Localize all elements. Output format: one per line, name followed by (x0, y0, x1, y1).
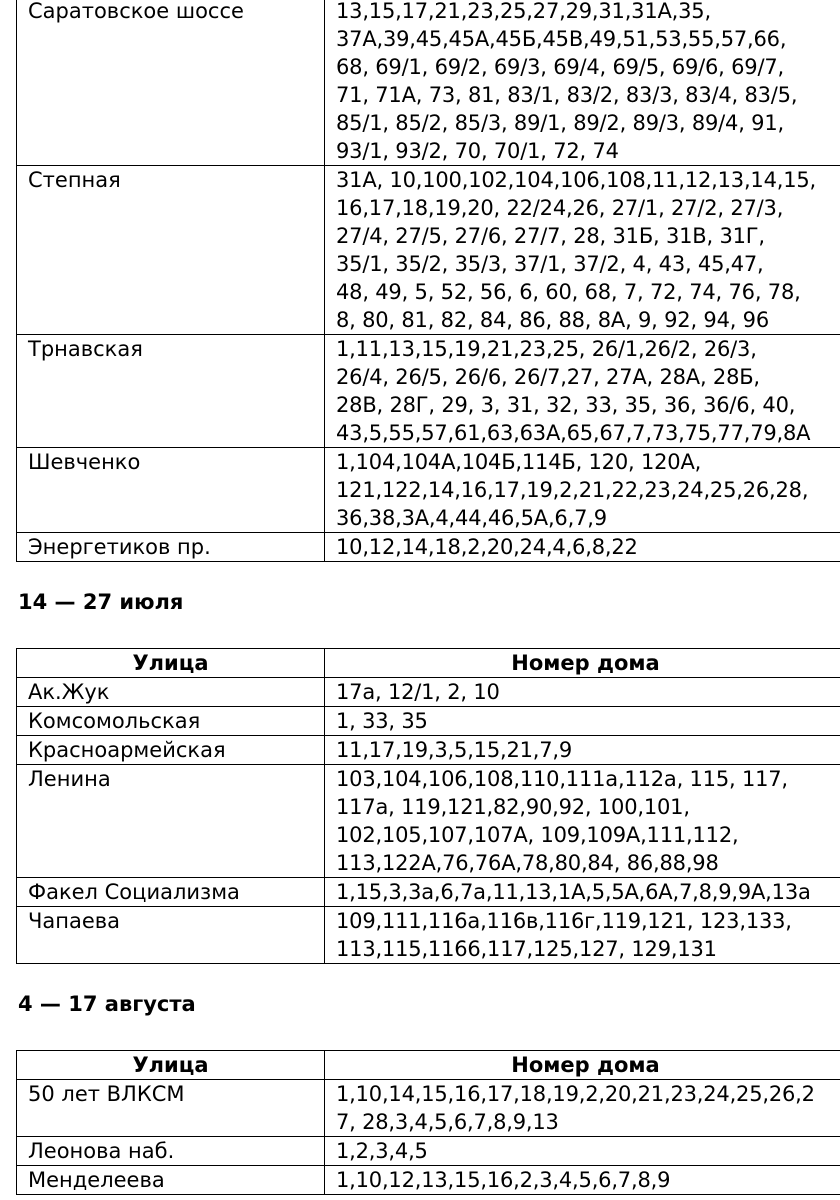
house-numbers-cell (325, 707, 840, 736)
table-row (17, 907, 840, 964)
house-numbers-line: 26/4, 26/5, 26/6, 26/7,27, 27А, 28А, 28Б, (336, 365, 760, 389)
street-name-cell: Комсомольская (17, 707, 325, 736)
house-numbers-cell (325, 678, 840, 707)
street-name-cell: Степная (17, 166, 325, 335)
house-numbers-line: 117а, 119,121,82,90,92, 100,101, (336, 795, 690, 819)
house-numbers-line: 102,105,107,107А, 109,109А,111,112, (336, 823, 739, 847)
house-numbers-line: 13,15,17,21,23,25,27,29,31,31А,35, (336, 0, 711, 23)
table-row (17, 335, 840, 448)
street-name-cell: Факел Социализма (17, 878, 325, 907)
house-numbers-cell (325, 765, 840, 878)
house-numbers-line: 7, 28,3,4,5,6,7,8,9,13 (336, 1110, 559, 1134)
house-numbers-line: 85/1, 85/2, 85/3, 89/1, 89/2, 89/3, 89/4, 91, (336, 111, 784, 135)
column-header-house-number: Номер дома (325, 1051, 840, 1080)
document-page (16, 0, 840, 1195)
house-numbers-line: 1,15,3,3а,6,7а,11,13,1А,5,5А,6А,7,8,9,9А,13а (336, 880, 811, 904)
column-header-street: Улица (17, 1051, 325, 1080)
table-row (17, 166, 840, 335)
table-row (17, 736, 840, 765)
house-numbers-cell (325, 878, 840, 907)
house-numbers-line: 113,122А,76,76А,78,80,84, 86,88,98 (336, 851, 719, 875)
street-name-cell: Менделеева (17, 1166, 325, 1195)
house-numbers-cell (325, 533, 840, 562)
house-numbers-line: 37А,39,45,45А,45Б,45В,49,51,53,55,57,66, (336, 27, 787, 51)
schedule-table-continued (16, 0, 840, 562)
table-body (17, 0, 840, 562)
house-numbers-cell (325, 1166, 840, 1195)
street-name-cell: Ак.Жук (17, 678, 325, 707)
house-numbers-cell (325, 448, 840, 533)
table-row (17, 448, 840, 533)
house-numbers-cell (325, 907, 840, 964)
house-numbers-line: 1,11,13,15,19,21,23,25, 26/1,26/2, 26/3, (336, 337, 757, 361)
street-name-cell: Леонова наб. (17, 1137, 325, 1166)
table-row (17, 765, 840, 878)
street-name-cell: Красноармейская (17, 736, 325, 765)
section-heading-august: 4 — 17 августа (18, 992, 196, 1016)
house-numbers-line: 27/4, 27/5, 27/6, 27/7, 28, 31Б, 31В, 31Г, (336, 224, 765, 248)
house-numbers-cell (325, 1080, 840, 1137)
house-numbers-line: 31А, 10,100,102,104,106,108,11,12,13,14,15, (336, 168, 817, 192)
house-numbers-line: 68, 69/1, 69/2, 69/3, 69/4, 69/5, 69/6, 69/7, (336, 55, 784, 79)
table-row (17, 878, 840, 907)
street-name-cell: Саратовское шоссе (17, 0, 325, 166)
house-numbers-line: 71, 71А, 73, 81, 83/1, 83/2, 83/3, 83/4, 83/5, (336, 83, 798, 107)
column-header-house-number: Номер дома (325, 649, 840, 678)
street-name-cell: Шевченко (17, 448, 325, 533)
house-numbers-cell (325, 736, 840, 765)
house-numbers-line: 1,2,3,4,5 (336, 1139, 428, 1163)
street-name-cell: Чапаева (17, 907, 325, 964)
house-numbers-line: 1,10,12,13,15,16,2,3,4,5,6,7,8,9 (336, 1168, 671, 1192)
house-numbers-line: 10,12,14,18,2,20,24,4,6,8,22 (336, 535, 638, 559)
house-numbers-line: 36,38,3А,4,44,46,5А,6,7,9 (336, 506, 607, 530)
house-numbers-line: 8, 80, 81, 82, 84, 86, 88, 8А, 9, 92, 94, 96 (336, 308, 769, 332)
house-numbers-line: 48, 49, 5, 52, 56, 6, 60, 68, 7, 72, 74, 76, 78, (336, 280, 801, 304)
table-body (17, 1080, 840, 1195)
house-numbers-line: 1, 33, 35 (336, 709, 428, 733)
house-numbers-cell (325, 335, 840, 448)
house-numbers-cell (325, 166, 840, 335)
house-numbers-cell (325, 1137, 840, 1166)
street-name-cell: Ленина (17, 765, 325, 878)
table-row (17, 707, 840, 736)
table-row (17, 1080, 840, 1137)
house-numbers-line: 17а, 12/1, 2, 10 (336, 680, 500, 704)
house-numbers-line: 11,17,19,3,5,15,21,7,9 (336, 738, 573, 762)
house-numbers-line: 16,17,18,19,20, 22/24,26, 27/1, 27/2, 27/3, (336, 196, 784, 220)
schedule-table-july (16, 648, 840, 964)
schedule-table-august (16, 1050, 840, 1195)
house-numbers-line: 103,104,106,108,110,111а,112а, 115, 117, (336, 767, 788, 791)
house-numbers-line: 35/1, 35/2, 35/3, 37/1, 37/2, 4, 43, 45,47, (336, 252, 764, 276)
table-row (17, 1137, 840, 1166)
house-numbers-line: 93/1, 93/2, 70, 70/1, 72, 74 (336, 139, 619, 163)
street-name-cell: Трнавская (17, 335, 325, 448)
house-numbers-line: 1,104,104А,104Б,114Б, 120, 120А, (336, 450, 702, 474)
street-name-cell: 50 лет ВЛКСМ (17, 1080, 325, 1137)
table-body (17, 678, 840, 964)
street-name-cell: Энергетиков пр. (17, 533, 325, 562)
house-numbers-line: 121,122,14,16,17,19,2,21,22,23,24,25,26,28, (336, 478, 809, 502)
house-numbers-line: 109,111,116а,116в,116г,119,121, 123,133, (336, 909, 792, 933)
table-row (17, 533, 840, 562)
table-row (17, 1166, 840, 1195)
column-header-street: Улица (17, 649, 325, 678)
section-heading-july: 14 — 27 июля (18, 590, 184, 614)
house-numbers-line: 43,5,55,57,61,63,63А,65,67,7,73,75,77,79,8А (336, 421, 811, 445)
house-numbers-cell (325, 0, 840, 166)
house-numbers-line: 28В, 28Г, 29, 3, 31, 32, 33, 35, 36, 36/6, 40, (336, 393, 796, 417)
table-row (17, 678, 840, 707)
house-numbers-line: 113,115,1166,117,125,127, 129,131 (336, 937, 717, 961)
table-row (17, 0, 840, 166)
table-header-row (17, 649, 840, 678)
table-header-row (17, 1051, 840, 1080)
house-numbers-line: 1,10,14,15,16,17,18,19,2,20,21,23,24,25,26,2 (336, 1082, 815, 1106)
